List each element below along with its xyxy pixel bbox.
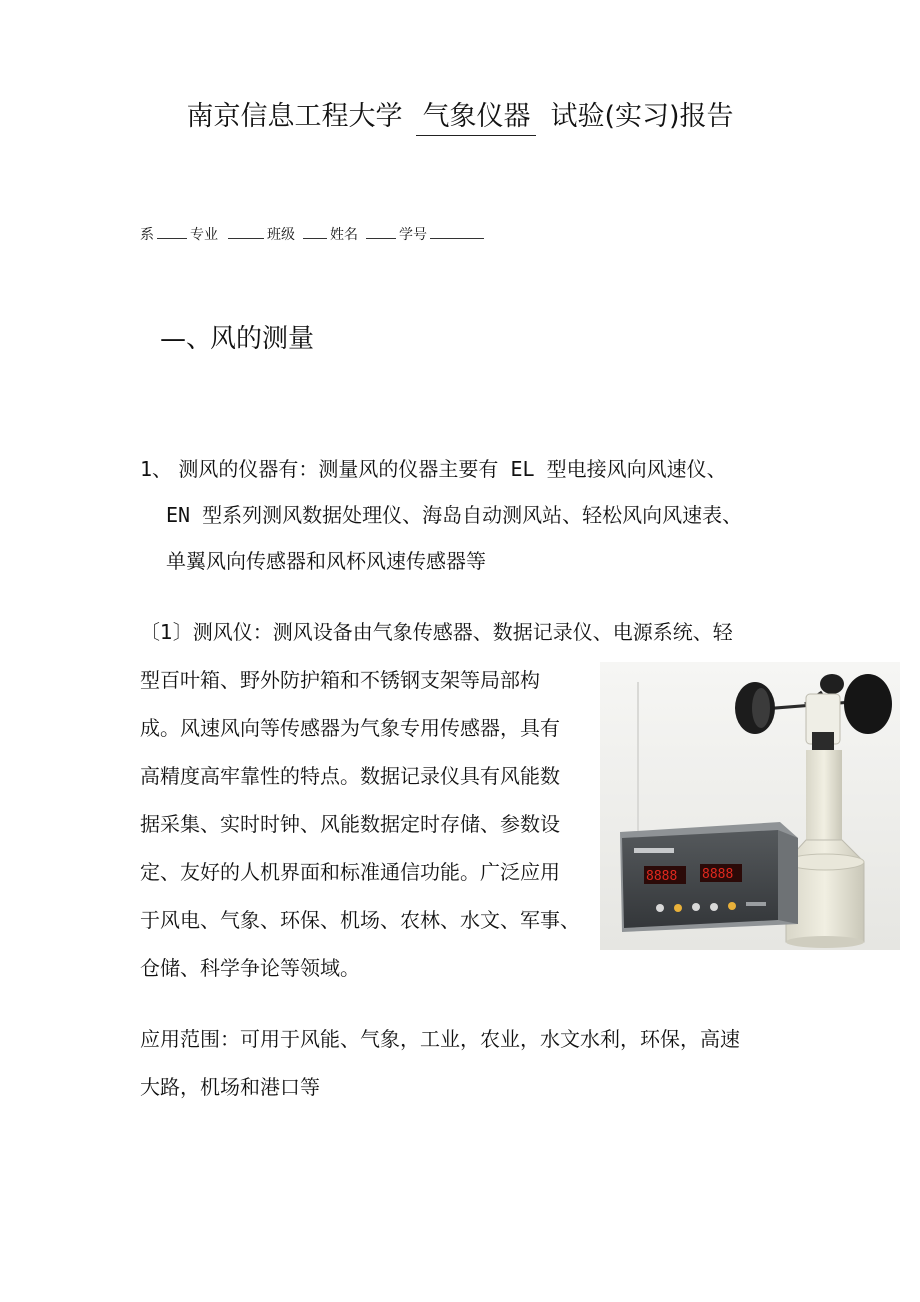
wind-meter-line: 定、友好的人机界面和标准通信功能。广泛应用 (140, 860, 560, 884)
title-suffix: 试验(实习)报告 (550, 101, 734, 132)
wind-meter-line: 型百叶箱、野外防护箱和不锈钢支架等局部构 (140, 668, 540, 692)
name-blank (366, 224, 396, 239)
wind-meter-line: 成。风速风向等传感器为气象专用传感器，具有 (140, 716, 560, 740)
item-1-paragraph (140, 446, 742, 584)
student-info-line (140, 224, 487, 244)
logger-button (710, 903, 718, 911)
display-readout: 8888 (702, 867, 734, 882)
logger-button (692, 903, 700, 911)
logger-button (656, 904, 664, 912)
item-1-line-1: 1、 测风的仪器有：测量风的仪器主要有 EL 型电接风向风速仪、 (140, 457, 727, 481)
application-paragraph (140, 1015, 740, 1111)
class-blank (303, 224, 327, 239)
section-title: 风的测量 (210, 324, 315, 354)
application-line-1: 应用范围：可用于风能、气象，工业，农业，水文水利，环保，高速 (140, 1027, 740, 1051)
student-id-label: 学号 (399, 227, 427, 243)
wind-meter-line: 〔1〕测风仪：测风设备由气象传感器、数据记录仪、电源系统、轻 (140, 620, 733, 644)
student-id-blank (430, 224, 484, 239)
section-number: —、 (160, 324, 213, 354)
section-heading (160, 318, 314, 355)
wind-meter-line: 仓储、科学争论等领域。 (140, 956, 360, 980)
application-line-2: 大路，机场和港口等 (140, 1075, 320, 1099)
anemometer-illustration (600, 662, 900, 950)
logger-button (674, 904, 682, 912)
anemometer-cup (820, 674, 844, 694)
item-1-line-3: 单翼风向传感器和风杯风速传感器等 (166, 549, 486, 573)
major-blank (228, 224, 264, 239)
wind-meter-line: 据采集、实时时钟、风能数据定时存储、参数设 (140, 812, 560, 836)
wind-meter-line: 于风电、气象、环保、机场、农林、水文、军事、 (140, 908, 580, 932)
class-label: 班级 (267, 227, 295, 243)
anemometer-photo (600, 662, 900, 950)
display-readout: 8888 (646, 869, 678, 884)
title-prefix: 南京信息工程大学 (186, 101, 403, 132)
item-1-line-2: EN 型系列测风数据处理仪、海岛自动测风站、轻松风向风速表、 (166, 503, 743, 527)
dept-label: 系 (140, 227, 154, 243)
logger-button (728, 902, 736, 910)
wind-meter-line: 高精度高牢靠性的特点。数据记录仪具有风能数 (140, 764, 560, 788)
dept-blank (157, 224, 187, 239)
title-subject: 气象仪器 (416, 94, 536, 136)
name-label: 姓名 (330, 227, 358, 243)
anemometer-cup (844, 674, 892, 734)
major-label: 专业 (190, 227, 218, 243)
page-title (0, 94, 920, 136)
item-1-number: 1、 (140, 457, 173, 481)
